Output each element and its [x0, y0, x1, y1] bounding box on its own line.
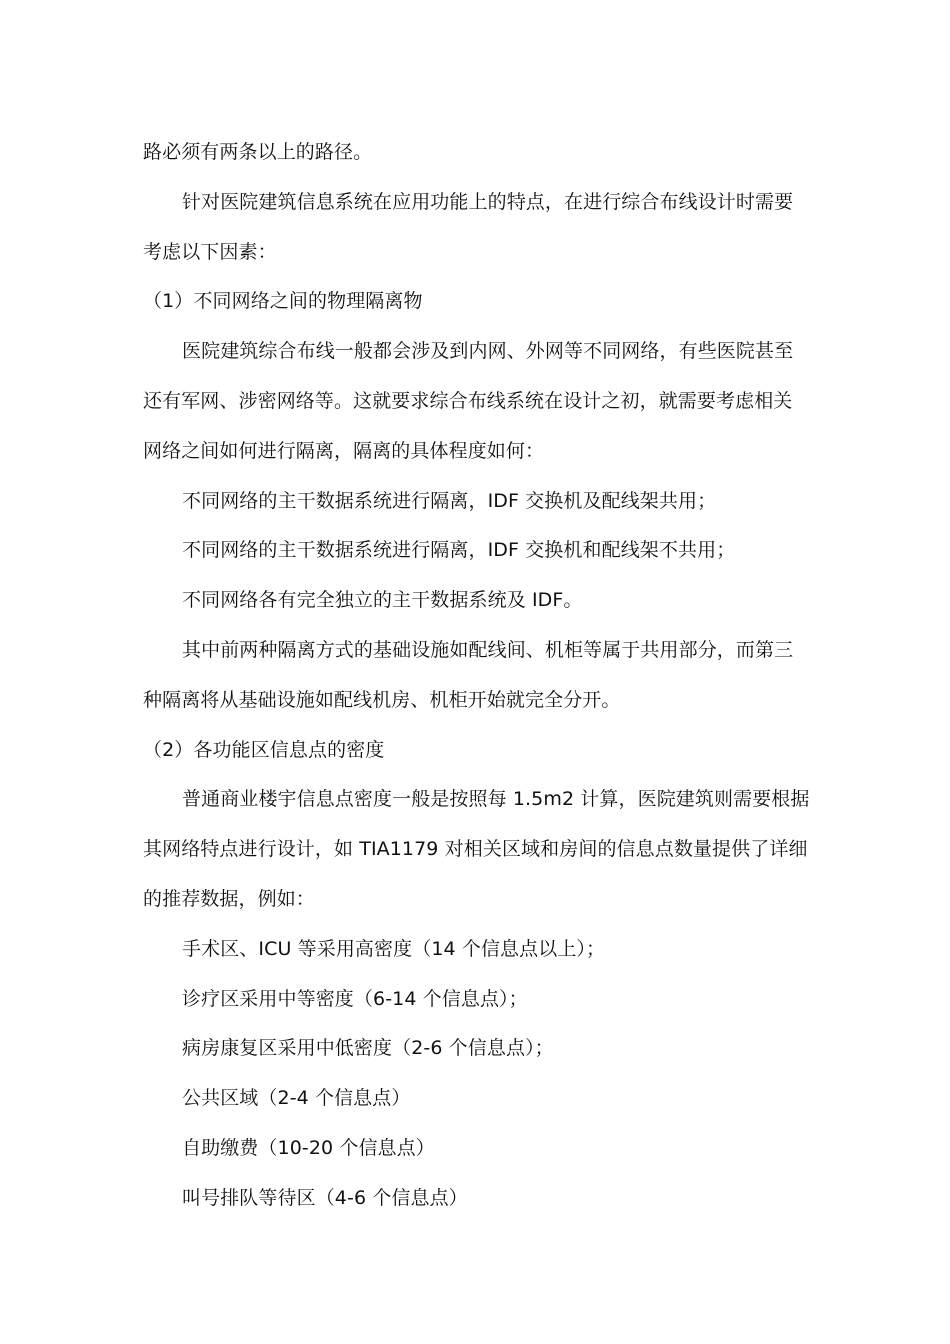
list-item: 公共区域（2-4 个信息点） — [182, 1087, 411, 1110]
text-line: 考虑以下因素： — [143, 240, 277, 263]
text-line: 的推荐数据，例如： — [143, 887, 315, 910]
list-item: 手术区、ICU 等采用高密度（14 个信息点以上）； — [182, 937, 606, 960]
paragraph-line: 普通商业楼宇信息点密度一般是按照每 1.5m2 计算，医院建筑则需要根据 — [182, 788, 810, 811]
list-item: 叫号排队等待区（4-6 个信息点） — [182, 1186, 468, 1209]
text-line: 种隔离将从基础设施如配线机房、机柜开始就完全分开。 — [143, 688, 621, 711]
paragraph-line: 针对医院建筑信息系统在应用功能上的特点，在进行综合布线设计时需要 — [182, 190, 794, 213]
list-item: 不同网络各有完全独立的主干数据系统及 IDF。 — [182, 589, 583, 612]
paragraph-line: 其中前两种隔离方式的基础设施如配线间、机柜等属于共用部分，而第三 — [182, 638, 794, 661]
document-body — [143, 128, 811, 1224]
text-line: 还有军网、涉密网络等。这就要求综合布线系统在设计之初，就需要考虑相关 — [143, 389, 793, 412]
list-item: 病房康复区采用中低密度（2-6 个信息点）； — [182, 1037, 554, 1060]
list-item: 诊疗区采用中等密度（6-14 个信息点）； — [182, 987, 528, 1010]
section-heading: （2）各功能区信息点的密度 — [143, 738, 385, 761]
list-item: 自助缴费（10-20 个信息点） — [182, 1136, 435, 1159]
section-heading: （1）不同网络之间的物理隔离物 — [143, 290, 423, 313]
list-item: 不同网络的主干数据系统进行隔离，IDF 交换机和配线架不共用； — [182, 539, 736, 562]
list-item: 不同网络的主干数据系统进行隔离，IDF 交换机及配线架共用； — [182, 489, 717, 512]
text-line: 其网络特点进行设计，如 TIA1179 对相关区域和房间的信息点数量提供了详细 — [143, 838, 808, 861]
text-line: 路必须有两条以上的路径。 — [143, 141, 373, 163]
paragraph-line: 医院建筑综合布线一般都会涉及到内网、外网等不同网络，有些医院甚至 — [182, 340, 794, 363]
text-line: 网络之间如何进行隔离，隔离的具体程度如何： — [143, 439, 545, 462]
